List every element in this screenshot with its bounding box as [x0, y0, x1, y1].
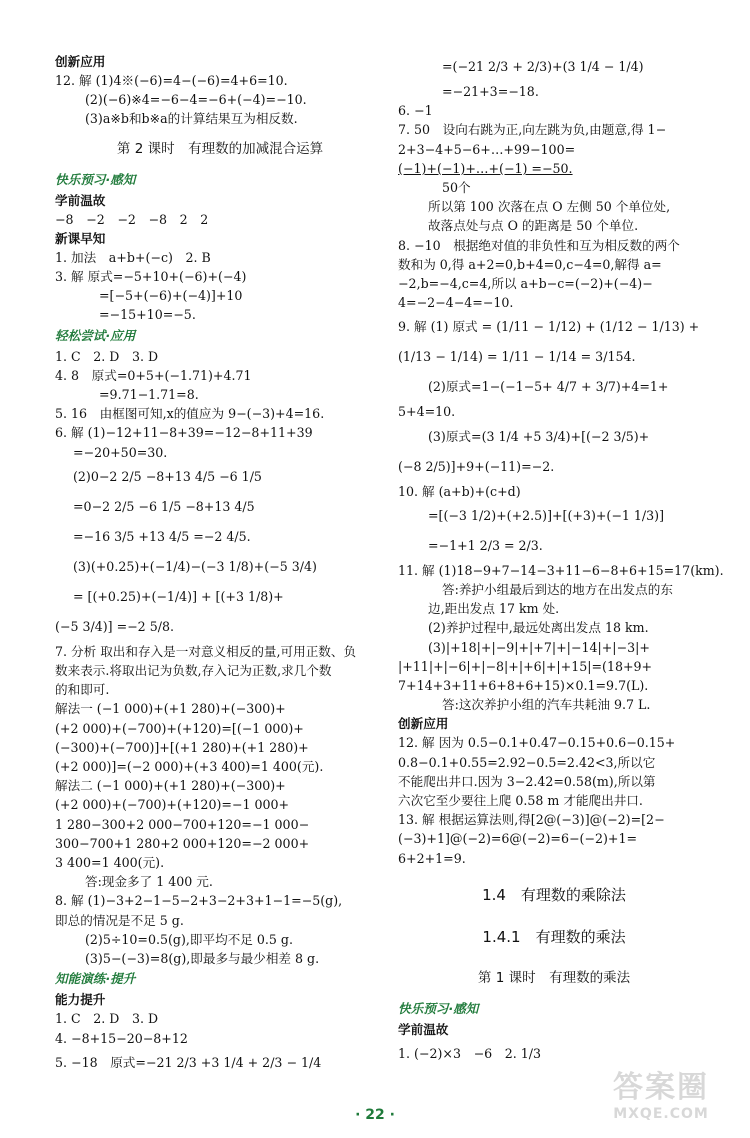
text-line: 数来表示.将取出记为负数,存入记为正数,求几个数 [55, 663, 332, 679]
text-line: = [(+0.25)+(−1/4)] + [(+3 1/8)+ [73, 588, 284, 604]
text-line: (−1)+(−1)+…+(−1) =−50. [398, 160, 573, 176]
text-line: 5+4=10. [398, 404, 456, 420]
text-line: (+2 000)+(−700)+(+120)=[(−1 000)+ [55, 720, 304, 736]
text-line: (3)|+18|+|−9|+|+7|+|−14|+|−3|+ [428, 639, 650, 655]
text-line: (+2 000)+(−700)+(+120)=−1 000+ [55, 797, 290, 813]
text-line: 0.8−0.1+0.55=2.92−0.5=2.42<3,所以它 [398, 754, 656, 770]
text-line: =−1+1 2/3 = 2/3. [428, 537, 543, 553]
text-line: (3)5−(−3)=8(g),即最多与最少相差 8 g. [85, 951, 320, 967]
text-line: 6. −1 [398, 103, 433, 119]
text-line: 数和为 0,得 a+2=0,b+4=0,c−4=0,解得 a= [398, 256, 662, 272]
text-line: (2)原式=1−(−1−5+ 4/7 + 3/7)+4=1+ [428, 379, 669, 395]
text-line: 1. C 2. D 3. D [55, 1011, 159, 1027]
text-line: 的和即可. [55, 682, 110, 698]
text-line: 1. 加法 a+b+(−c) 2. B [55, 249, 211, 265]
text-line: =0−2 2/5 −6 1/5 −8+13 4/5 [73, 498, 255, 514]
section-heading: 能力提升 [55, 992, 106, 1008]
text-line: (2)0−2 2/5 −8+13 4/5 −6 1/5 [73, 468, 262, 484]
text-line: −2,b=−4,c=4,所以 a+b−c=(−2)+(−4)− [398, 276, 653, 292]
text-line: (2)5÷10=0.5(g),即平均不足 0.5 g. [85, 931, 293, 947]
text-line: (3)原式=(3 1/4 +5 3/4)+[(−2 3/5)+ [428, 428, 650, 444]
text-line: 6+2+1=9. [398, 850, 466, 866]
section-heading: 创新应用 [55, 54, 106, 69]
text-line: 8. 解 (1)−3+2−1−5−2+3−2+3+1−1=−5(g), [55, 893, 343, 909]
text-line: (+2 000)]=(−2 000)+(+3 400)=1 400(元). [55, 759, 324, 775]
text-line: 6. 解 (1)−12+11−8+39=−12−8+11+39 [55, 425, 313, 441]
text-line: 所以第 100 次落在点 O 左侧 50 个单位处, [428, 199, 671, 215]
section-heading: 学前温故 [398, 1021, 449, 1037]
text-line: (−3)+1]@(−2)=6@(−2)=6−(−2)+1= [398, 831, 638, 847]
text-line: 2+3−4+5−6+…+99−100= [398, 141, 576, 157]
text-line: 六次它至少要往上爬 0.58 m 才能爬出井口. [398, 793, 643, 809]
text-line: =(−21 2/3 + 2/3)+(3 1/4 − 1/4) [442, 59, 644, 74]
text-line: 300−700+1 280+2 000+120=−2 000+ [55, 835, 310, 851]
text-line: =−20+50=30. [73, 444, 168, 460]
text-line: (1/13 − 1/14) = 1/11 − 1/14 = 3/154. [398, 349, 636, 365]
text-line: 答:现金多了 1 400 元. [85, 874, 213, 890]
text-line: 边,距出发点 17 km 处. [428, 601, 560, 617]
text-line: (−300)+(−700)]+[(+1 280)+(+1 280)+ [55, 739, 309, 755]
text-line: (−8 2/5)]+9+(−11)=−2. [398, 458, 555, 474]
section-banner: 知能演练·提升 [55, 971, 136, 987]
text-line: (3)(+0.25)+(−1/4)−(−3 1/8)+(−5 3/4) [73, 558, 317, 574]
text-line: =[(−3 1/2)+(+2.5)]+[(+3)+(−1 1/3)] [428, 507, 664, 523]
section-banner: 快乐预习·感知 [398, 1000, 479, 1016]
text-line: 13. 解 根据运算法则,得[2@(−3)]@(−2)=[2− [398, 812, 665, 828]
text-line: 11. 解 (1)18−9+7−14−3+11−6−8+6+15=17(km). [398, 562, 724, 578]
text-line: =[−5+(−6)+(−4)]+10 [99, 288, 243, 304]
text-line: 4. 8 原式=0+5+(−1.71)+4.71 [55, 367, 252, 383]
text-line: 故落点处与点 O 的距离是 50 个单位. [428, 218, 639, 234]
text-line: 7+14+3+11+6+8+6+15)×0.1=9.7(L). [398, 678, 649, 694]
text-line: 3. 解 原式=−5+10+(−6)+(−4) [55, 269, 247, 285]
section-banner: 快乐预习·感知 [55, 171, 136, 187]
text-line: 1. C 2. D 3. D [55, 348, 159, 364]
text-line: 不能爬出井口.因为 3−2.42=0.58(m),所以第 [398, 773, 656, 789]
text-line: 1. (−2)×3 −6 2. 1/3 [398, 1045, 542, 1061]
lesson-title: 1.4 有理数的乘除法 [482, 885, 626, 904]
lesson-title: 第 2 课时 有理数的加减混合运算 [116, 140, 324, 157]
text-line: 10. 解 (a+b)+(c+d) [398, 483, 521, 499]
text-line: =9.71−1.71=8. [99, 387, 199, 403]
text-line: 4=−2−4−4=−10. [398, 295, 514, 311]
lesson-title: 第 1 课时 有理数的乘法 [477, 969, 631, 986]
text-line: 5. 16 由框图可知,x的值应为 9−(−3)+4=16. [55, 406, 325, 422]
section-banner: 轻松尝试·应用 [55, 327, 136, 343]
text-line: 12. 解 (1)4※(−6)=4−(−6)=4+6=10. [55, 73, 288, 88]
text-line: (2)养护过程中,最远处离出发点 18 km. [428, 620, 649, 636]
text-line: −8 −2 −2 −8 2 2 [55, 211, 209, 227]
text-line: 答:这次养护小组的汽车共耗油 9.7 L. [442, 697, 651, 713]
text-line: 3 400=1 400(元). [55, 855, 165, 871]
text-line: 解法二 (−1 000)+(+1 280)+(−300)+ [55, 778, 286, 794]
text-line: =−15+10=−5. [99, 307, 196, 323]
text-line: 7. 50 设向右跳为正,向左跳为负,由题意,得 1− [398, 122, 667, 138]
text-line: 即总的情况是不足 5 g. [55, 912, 184, 928]
right-column [398, 52, 724, 1069]
text-line: 解法一 (−1 000)+(+1 280)+(−300)+ [55, 701, 286, 717]
text-line: 9. 解 (1) 原式 = (1/11 − 1/12) + (1/12 − 1/13) + [398, 319, 700, 335]
text-line: 8. −10 根据绝对值的非负性和互为相反数的两个 [398, 237, 680, 253]
left-column [55, 52, 385, 1078]
text-line: 1 280−300+2 000−700+120=−1 000− [55, 816, 310, 832]
text-line: 5. −18 原式=−21 2/3 +3 1/4 + 2/3 − 1/4 [55, 1054, 322, 1070]
text-line: 7. 分析 取出和存入是一对意义相反的量,可用正数、负 [55, 643, 357, 659]
text-line: (3)a※b和b※a的计算结果互为相反数. [85, 111, 298, 127]
text-line: (−5 3/4)] =−2 5/8. [55, 618, 174, 634]
watermark-logo: 答案圈 MXQE.COM [613, 1070, 709, 1122]
text-line: =−21+3=−18. [442, 84, 539, 99]
section-heading: 新课早知 [55, 230, 106, 246]
text-line: 50个 [442, 180, 471, 196]
section-heading: 创新应用 [398, 716, 449, 732]
text-line: 4. −8+15−20−8+12 [55, 1030, 188, 1046]
text-line: 12. 解 因为 0.5−0.1+0.47−0.15+0.6−0.15+ [398, 735, 676, 751]
text-line: (2)(−6)※4=−6−4=−6+(−4)=−10. [85, 92, 307, 108]
text-line: 答:养护小组最后到达的地方在出发点的东 [442, 582, 673, 598]
section-heading: 学前温故 [55, 192, 106, 208]
text-line: |+11|+|−6|+|−8|+|+6|+|+15|=(18+9+ [398, 658, 653, 674]
page-number: · 22 · [355, 1107, 395, 1123]
text-line: =−16 3/5 +13 4/5 =−2 4/5. [73, 528, 251, 544]
lesson-title: 1.4.1 有理数的乘法 [482, 927, 626, 946]
